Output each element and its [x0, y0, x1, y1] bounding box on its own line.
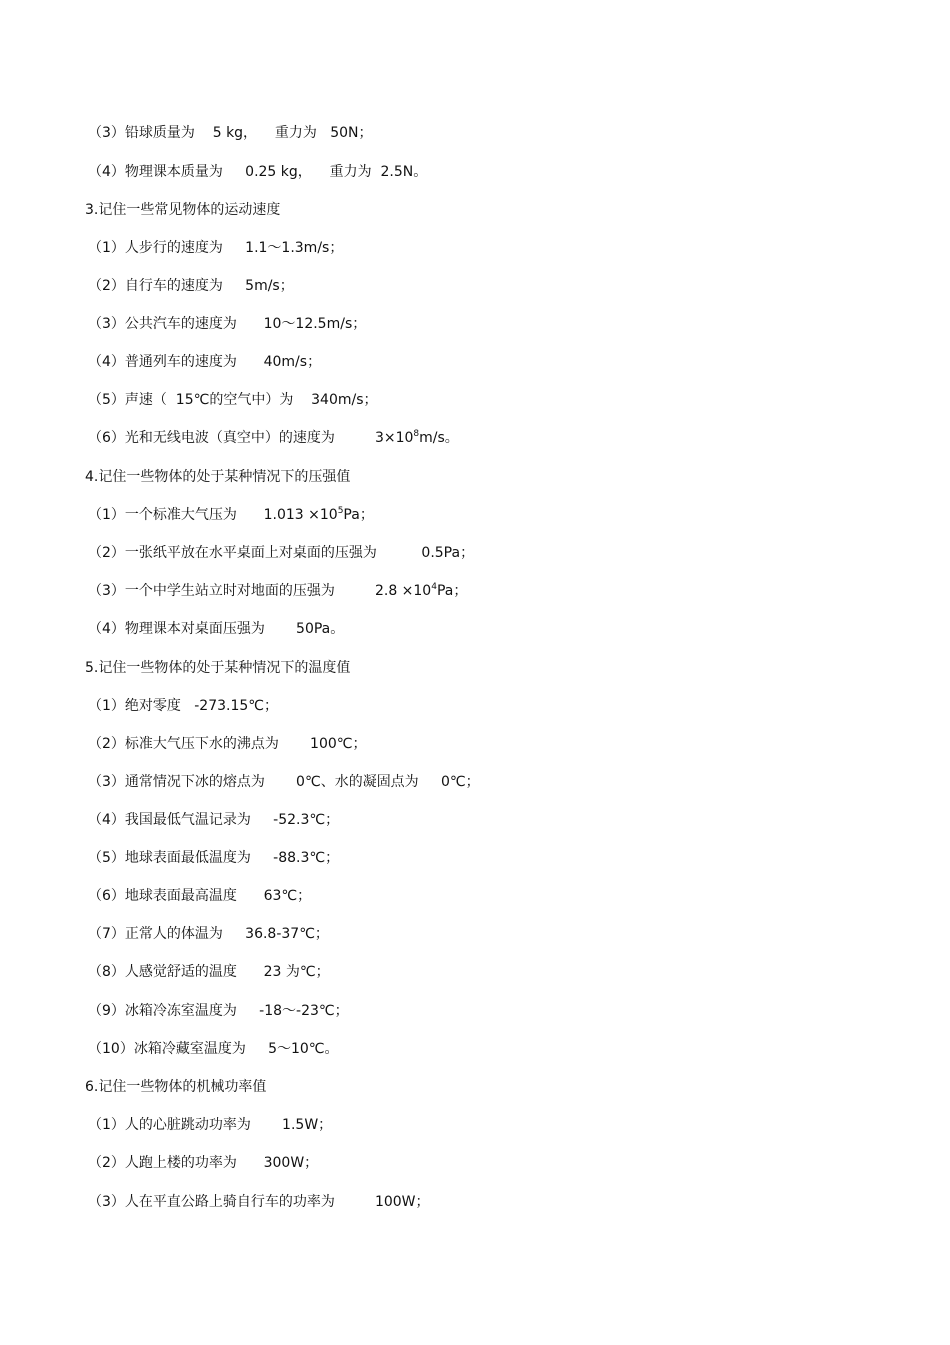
exponent: 8 [413, 429, 420, 439]
line-text: （2）标准大气压下水的沸点为 100℃； [88, 736, 367, 752]
line-text: （1）一个标准大气压为 1.013 ×10 [88, 507, 338, 523]
line-text: （1）绝对零度 -273.15℃； [88, 698, 279, 714]
line-text: （2）一张纸平放在水平桌面上对桌面的压强为 0.5Pa； [88, 545, 475, 561]
list-item [88, 849, 339, 867]
list-item [88, 277, 294, 295]
line-text: （3）通常情况下冰的熔点为 0℃、水的凝固点为 0℃； [88, 774, 480, 790]
list-item [88, 163, 427, 181]
section-heading [85, 468, 350, 486]
unit-text: Pa； [343, 507, 374, 523]
line-text: 5.记住一些物体的处于某种情况下的温度值 [85, 660, 351, 676]
list-item [88, 1193, 430, 1211]
list-item [88, 1040, 339, 1058]
line-text: （3）一个中学生站立时对地面的压强为 2.8 ×10 [88, 583, 432, 599]
list-item [88, 124, 373, 142]
list-item [88, 239, 343, 257]
line-text: 6.记住一些物体的机械功率值 [85, 1079, 267, 1095]
exponent: 4 [431, 582, 437, 592]
line-text: （6）地球表面最高温度 63℃； [88, 888, 312, 904]
line-text: （5）声速（ 15℃的空气中）为 340m/s； [88, 392, 378, 408]
line-text: （10）冰箱冷藏室温度为 5～10℃。 [88, 1041, 339, 1057]
line-text: （4）物理课本质量为 0.25 kg， 重力为 2.5N。 [88, 164, 428, 180]
line-text: （4）物理课本对桌面压强为 50Pa。 [88, 621, 345, 637]
list-item [88, 429, 459, 447]
line-text: （6）光和无线电波（真空中）的速度为 3×10 [88, 430, 414, 446]
list-item [88, 506, 374, 524]
list-item [88, 735, 367, 753]
line-text: （3）铅球质量为 5 kg， 重力为 50N； [88, 125, 373, 141]
line-text: （3）人在平直公路上骑自行车的功率为 100W； [88, 1194, 430, 1210]
line-text: （9）冰箱冷冻室温度为 -18～-23℃； [88, 1003, 349, 1019]
list-item [88, 582, 467, 600]
list-item [88, 925, 329, 943]
list-item [88, 544, 474, 562]
list-item [88, 811, 339, 829]
line-text: （1）人的心脏跳动功率为 1.5W； [88, 1117, 333, 1133]
section-heading [85, 659, 350, 677]
list-item [88, 1116, 332, 1134]
list-item [88, 1154, 318, 1172]
line-text: （4）普通列车的速度为 40m/s； [88, 354, 322, 370]
line-text: （2）人跑上楼的功率为 300W； [88, 1155, 319, 1171]
list-item [88, 773, 480, 791]
list-item [88, 391, 378, 409]
section-heading [85, 201, 280, 219]
exponent: 5 [337, 506, 344, 516]
line-text: （2）自行车的速度为 5m/s； [88, 278, 294, 294]
line-text: （7）正常人的体温为 36.8-37℃； [88, 926, 329, 942]
line-text: （1）人步行的速度为 1.1～1.3m/s； [88, 240, 344, 256]
list-item [88, 620, 344, 638]
unit-text: Pa； [436, 583, 468, 599]
list-item [88, 697, 278, 715]
line-text: （5）地球表面最低温度为 -88.3℃； [88, 850, 340, 866]
list-item [88, 353, 321, 371]
list-item [88, 963, 330, 981]
list-item [88, 1002, 349, 1020]
section-heading [85, 1078, 266, 1096]
line-text: 4.记住一些物体的处于某种情况下的压强值 [85, 469, 351, 485]
line-text: （8）人感觉舒适的温度 23 为℃； [88, 964, 330, 980]
unit-text: m/s。 [419, 430, 459, 446]
line-text: （4）我国最低气温记录为 -52.3℃； [88, 812, 340, 828]
list-item [88, 315, 366, 333]
line-text: （3）公共汽车的速度为 10～12.5m/s； [88, 316, 367, 332]
list-item [88, 887, 311, 905]
line-text: 3.记住一些常见物体的运动速度 [85, 202, 281, 218]
